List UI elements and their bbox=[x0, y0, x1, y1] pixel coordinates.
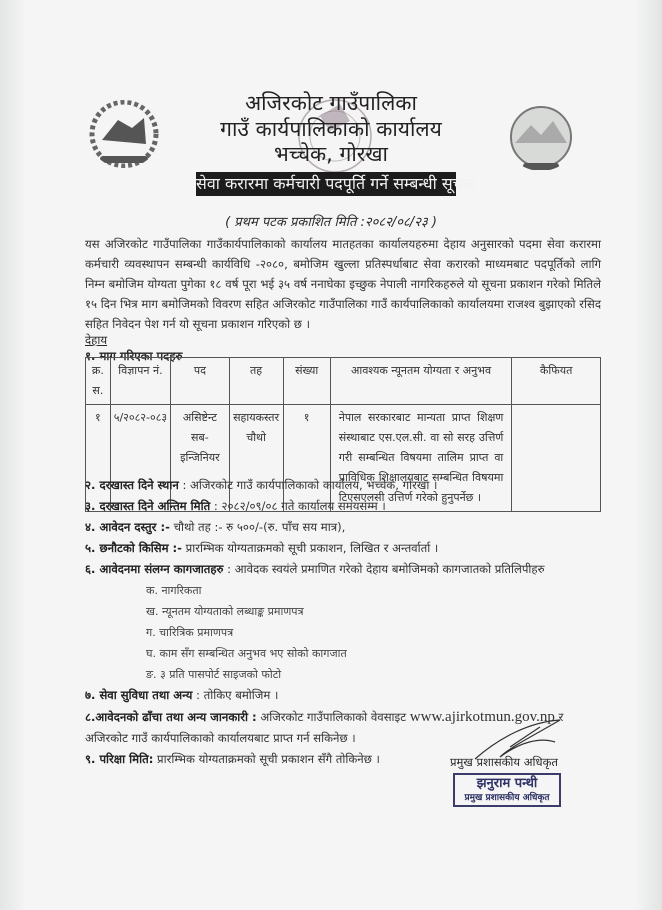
office-location: भच्चेक, गोरखा bbox=[274, 142, 388, 166]
cell-level: सहायकस्तर चौथो bbox=[229, 405, 283, 512]
item-label: ४. आवेदन दस्तुर :- bbox=[85, 520, 170, 534]
document-item: घ. काम सँग सम्बन्धित अनुभव भए सोको कागजात bbox=[146, 647, 347, 660]
official-stamp bbox=[453, 773, 561, 807]
item-label: ६. आवेदनमा संलग्न कागजातहरु bbox=[85, 562, 224, 576]
item-text: चौथो तह :- रु ५००/-(रु. पाँच सय मात्र), bbox=[169, 520, 346, 534]
stamp-title: प्रमुख प्रशासकीय अधिकृत bbox=[464, 793, 550, 803]
table-header-row bbox=[86, 358, 601, 405]
table-row bbox=[86, 405, 601, 512]
cell-count: १ bbox=[283, 405, 330, 512]
publication-date: ( प्रथम पटक प्रकाशित मिति :२०८२/०८/२३ ) bbox=[225, 215, 437, 230]
item-label: ८.आवेदनको ढाँचा तथा अन्य जानकारी : bbox=[85, 710, 257, 724]
item-text: : अजिरकोट गाउँ कार्यपालिकाको कार्यालय, भच्चेक, गोरखा । bbox=[178, 478, 438, 492]
item-label: ३. दरखास्त दिने अन्तिम मिति bbox=[85, 499, 211, 513]
col-header-level: तह bbox=[229, 358, 283, 405]
stamp-name: झनुराम पन्थी bbox=[476, 776, 538, 791]
item-exam-date bbox=[85, 752, 380, 767]
signatory-title: प्रमुख प्रशासकीय अधिकृत bbox=[450, 755, 558, 769]
dehay-label: देहाय bbox=[85, 333, 108, 347]
document-item: क. नागरिकता bbox=[146, 584, 202, 597]
cell-post: असिष्टेन्ट सब-इन्जिनियर bbox=[171, 405, 229, 512]
intro-paragraph: यस अजिरकोट गाउँपालिका गाउँकार्यपालिकाको कार्यालय मातहतका कार्यालयहरुमा देहाय अनुसारको पदमा सेवा करारमा कर्मचारी व्यवस्थापन सम्बन्धी कार्यविधि -२०८०, बमोजिम खुल्ला प्रतिस्पर्धाबाट सेवा करारको माध्यमबाट पदपूर्तिको लागि निम्न बमोजिम योग्यता पुगेका १८ वर्ष पूरा भई ३५ वर्ष ननाघेका इच्छुक नेपाली नागरिकहरुले यो सूचना प्रकाशन गरेको मितिले १५ दिन भित्र माग बमोजिमको विवरण सहित अजिरकोट गाउँपालिका गाउँ कार्यपालिकाको कार्यालयमा राजश्व बुझाएको रसिद सहित निवेदन पेश गर्न यो सूचना प्रकाशन गरिएको छ । bbox=[85, 237, 601, 331]
item-fee bbox=[85, 520, 345, 535]
col-header-ad-no: विज्ञापन नं. bbox=[110, 358, 170, 405]
col-header-qualification: आवश्यक न्यूनतम योग्यता र अनुभव bbox=[330, 358, 512, 405]
document-item: ङ. ३ प्रति पासपोर्ट साइजको फोटो bbox=[146, 668, 282, 681]
cell-remarks bbox=[512, 405, 601, 512]
item-application-form-line2: अजिरकोट गाउँ कार्यपालिकाको कार्यालयबाट प्राप्त गर्न सकिनेछ । bbox=[85, 731, 356, 745]
item-text: : आवेदक स्वयंले प्रमाणित गरेको देहाय बमोजिमको कागजातको प्रतिलिपीहरु bbox=[223, 562, 545, 576]
item-label: ९. परिक्षा मिति: bbox=[85, 752, 154, 766]
item-application-place bbox=[85, 478, 437, 493]
item-text: प्रारम्भिक योग्यताक्रमको सूची प्रकाशन, लिखित र अन्तर्वार्ता । bbox=[182, 541, 439, 555]
item-label: ५. छनौटको किसिम :- bbox=[85, 541, 182, 555]
col-header-count: संख्या bbox=[283, 358, 330, 405]
section-heading: १. माग गरिएका पदहरु bbox=[85, 349, 183, 363]
item-text: प्रारम्भिक योग्यताक्रमको सूची प्रकाशन सँगै तोकिनेछ । bbox=[153, 752, 380, 766]
item-selection-type bbox=[85, 541, 438, 556]
item-benefits bbox=[85, 688, 278, 703]
item-text: अजिरकोट गाउँपालिकाको वेवसाइट bbox=[256, 710, 410, 724]
office-subtitle: गाउँ कार्यपालिकाको कार्यालय bbox=[220, 117, 442, 141]
item-label: २. दरखास्त दिने स्थान bbox=[85, 478, 179, 492]
office-name: अजिरकोट गाउँपालिका bbox=[245, 91, 417, 115]
document-item: ग. चारित्रिक प्रमाणपत्र bbox=[146, 626, 234, 639]
col-header-remarks: कैफियत bbox=[512, 358, 601, 405]
item-documents bbox=[85, 562, 545, 577]
cell-qualification: नेपाल सरकारबाट मान्यता प्राप्त शिक्षण संस्थाबाट एस.एल.सी. वा सो सरह उत्तिर्ण गरी सम्बन्धित विषयमा तालिम प्राप्त वा प्राविधिक शिक्षालयबाट सम्बन्धित विषयमा टिएसएलसी उत्तिर्ण गरेको हुनुपर्नेछ । bbox=[330, 405, 512, 512]
website-link[interactable]: www.ajirkotmun.gov.np bbox=[409, 709, 555, 725]
document-item: ख. न्यूनतम योग्यताको लब्धाङ्क प्रमाणपत्र bbox=[146, 605, 304, 618]
cell-sn: १ bbox=[86, 405, 111, 512]
item-label: ७. सेवा सुविधा तथा अन्य bbox=[85, 688, 193, 702]
item-text: : २०८२/०९/०८ गते कार्यालय समयसम्म । bbox=[210, 499, 386, 513]
col-header-post: पद bbox=[171, 358, 229, 405]
col-header-sn: क्र. स. bbox=[86, 358, 111, 405]
item-text: र bbox=[554, 710, 564, 724]
notice-title-banner: सेवा करारमा कर्मचारी पदपूर्ति गर्ने सम्बन्धी सूचना bbox=[196, 172, 456, 196]
item-text: : तोकिए बमोजिम । bbox=[192, 688, 279, 702]
cell-ad-no: ५/२०८२-०८३ bbox=[110, 405, 170, 512]
item-deadline bbox=[85, 499, 386, 514]
